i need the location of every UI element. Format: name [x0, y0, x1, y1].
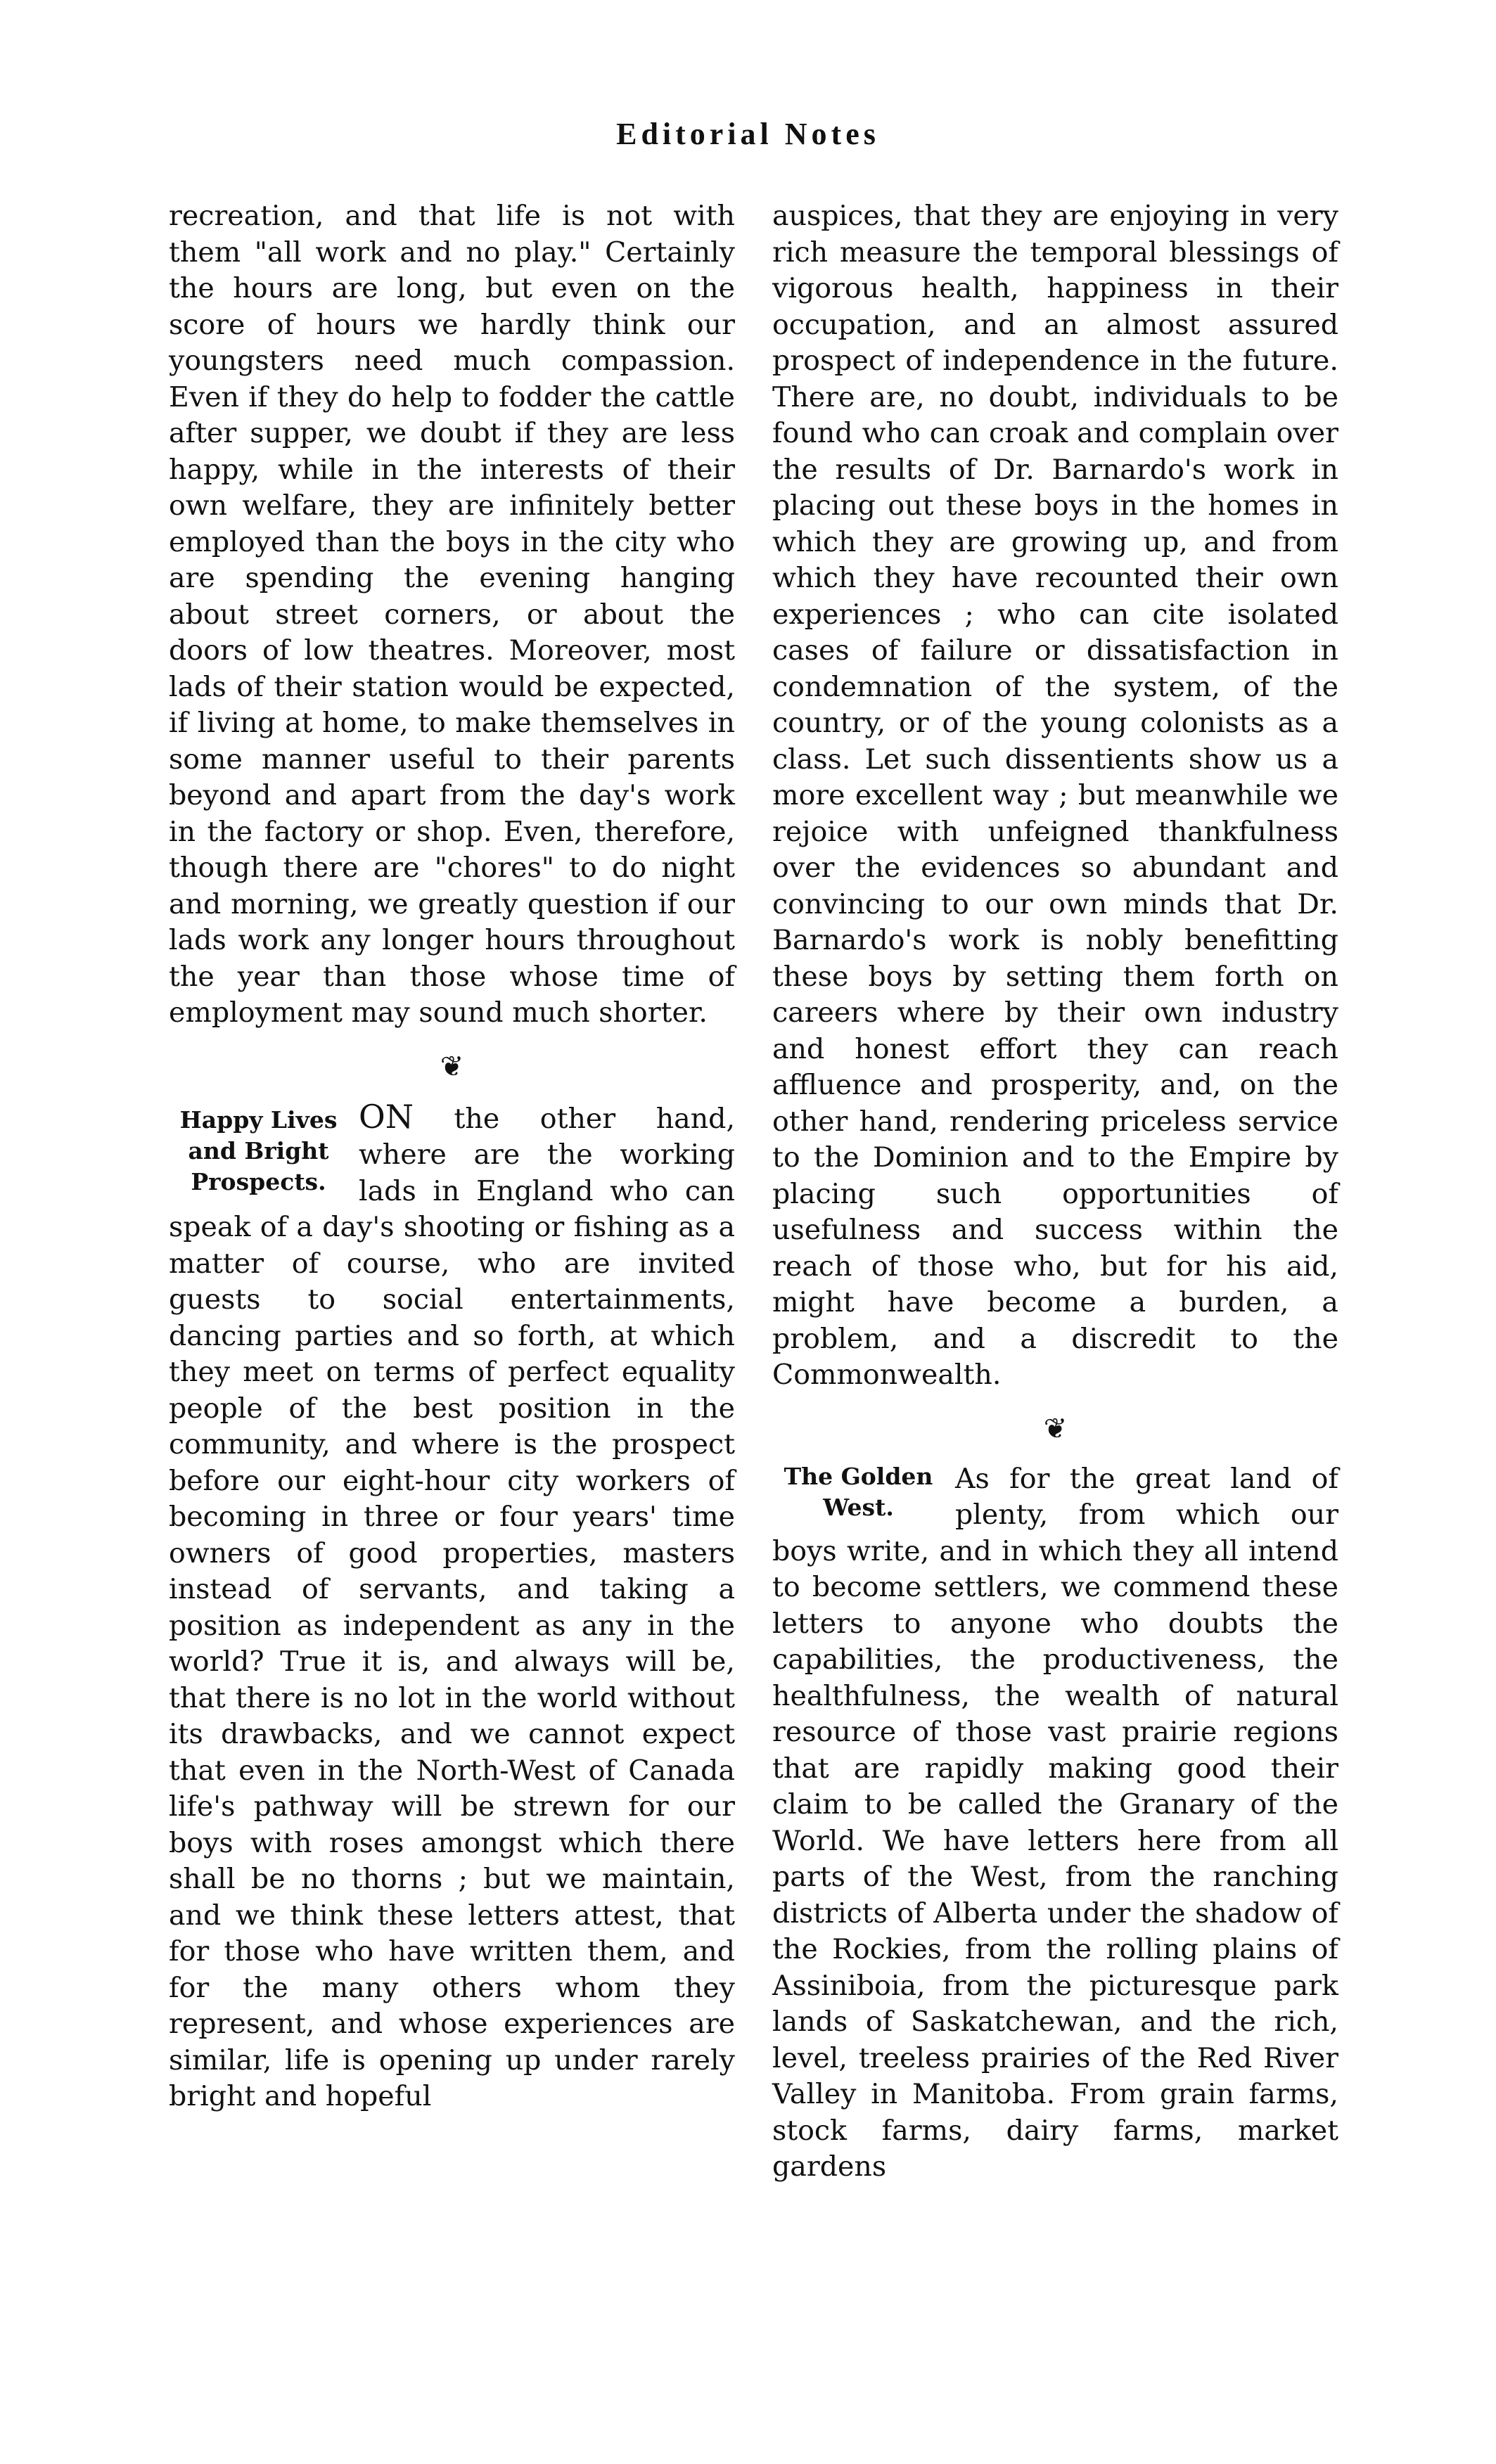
side-heading-line: The Golden [784, 1462, 933, 1490]
side-heading-line: Happy Lives [179, 1105, 338, 1134]
left-column [169, 198, 735, 2115]
fleuron-ornament: ❦ [1043, 1412, 1068, 1445]
left-paragraph-2-text: the other hand, where are the working lads in England who can speak of a day's shooting or fishing as a matter of course, who are invited guests to social entertainments, dancing parties and so forth, at which they meet on terms of perfect equality people of the best position in the community, and where is the prospect before our eight-hour city workers of becoming in three or four years' time owners of good properties, masters instead of servants, and taking a position as independent as any in the world? True it is, and always will be, that there is no lot in the world without its drawbacks, and we cannot expect that even in the North-West of Canada life's pathway will be strewn for our boys with roses amongst which there shall be no thorns ; but we maintain, and we think these letters attest, that for those who have written them, and for the many others whom they represent, and whose experiences are similar, life is opening up under rarely bright and hopeful [169, 1102, 735, 2112]
side-heading-golden-west [772, 1461, 945, 1523]
side-heading-line: Prospects. [191, 1167, 326, 1195]
fleuron-ornament: ❦ [440, 1050, 464, 1083]
side-heading-happy-lives [169, 1099, 348, 1198]
side-heading-line: and Bright [188, 1136, 329, 1164]
right-paragraph-1: auspices, that they are enjoying in very rich measure the temporal blessings of vigorous health, happiness in their occupation, and an almost assured prospect of independence in the future. There are, no doubt, individuals to be found who can croak and complain over the results of Dr. Barnardo's work in placing out these boys in the homes in which they are growing up, and from which they have recounted their own experiences ; who can cite isolated cases of failure or dissatisfaction in condemnation of the system, of the country, or of the young colonists as a class. Let such dissentients show us a more excellent way ; but meanwhile we rejoice with unfeigned thankfulness over the evidences so abundant and convincing to our own minds that Dr. Barnardo's work is nobly benefitting these boys by setting them forth on careers where by their own industry and honest effort they can reach affluence and prosperity, and, on the other hand, rendering priceless service to the Dominion and to the Empire by placing such opportunities of usefulness and success within the reach of those who, but for his aid, might have become a burden, a problem, and a discredit to the Commonwealth. [772, 200, 1338, 1391]
initial-word: ON [359, 1097, 414, 1136]
left-paragraph-2 [169, 1099, 735, 2115]
side-heading-line: West. [823, 1493, 894, 1521]
right-paragraph-2: As for the great land of plenty, from which our boys write, and in which they all intend to become settlers, we commend these letters to anyone who doubts the capabilities, the productiveness, the healthfulness, the wealth of natural resource of those vast prairie regions that are rapidly making good their claim to be called the Granary of the World. We have letters here from all parts of the West, from the ranching districts of Alberta under the shadow of the Rockies, from the rolling plains of Assiniboia, from the picturesque park lands of Saskatchewan, and the rich, level, treeless prairies of the Red River Valley in Manitoba. From grain farms, stock farms, dairy farms, market gardens [772, 1462, 1338, 2183]
page-header: Editorial Notes [616, 117, 880, 151]
right-column [772, 198, 1338, 2186]
left-paragraph-1: recreation, and that life is not with them "all work and no play." Certainly the hours are long, but even on the score of hours we hardly think our youngsters need much compassion. Even if they do help to fodder the cattle after supper, we doubt if they are less happy, while in the interests of their own welfare, they are infinitely better employed than the boys in the city who are spending the evening hanging about street corners, or about the doors of low theatres. Moreover, most lads of their station would be expected, if living at home, to make themselves in some manner useful to their parents beyond and apart from the day's work in the factory or shop. Even, therefore, though there are "chores" to do night and morning, we greatly question if our lads work any longer hours throughout the year than those whose time of employment may sound much shorter. [169, 200, 735, 1029]
